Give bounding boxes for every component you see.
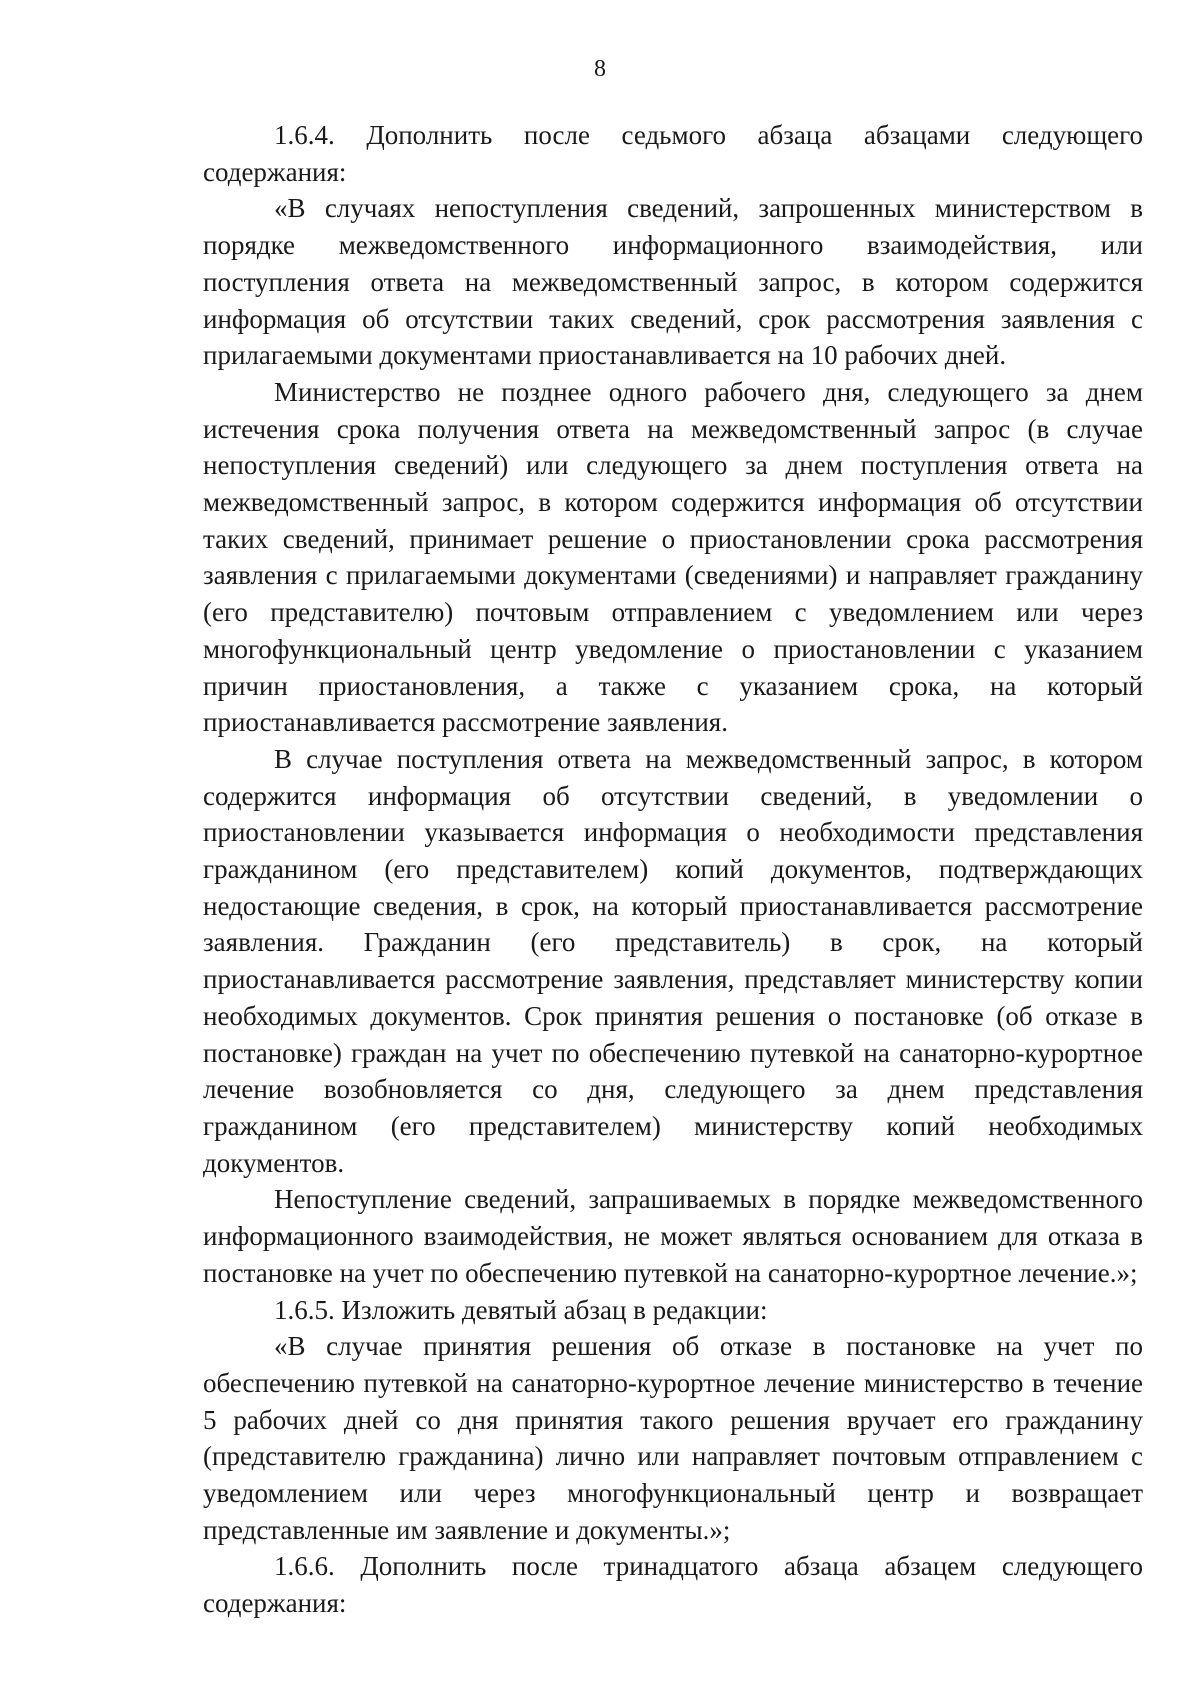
paragraph-suspension-cases: «В случаях непоступления сведений, запрошенных министерством в порядке межведомственного информационного взаимодействия, или поступления ответа на межведомственный запрос, в котором содержится информация об отсутствии таких сведений, срок рассмотрения заявления с прилагаемыми документами приостанавливается на 10 рабочих дней.	[203, 193, 1143, 371]
page-number: 8	[594, 56, 606, 82]
paragraph-1-6-4-heading: 1.6.4. Дополнить после седьмого абзаца абзацами следующего содержания:	[203, 120, 1143, 187]
paragraph-absent-information: В случае поступления ответа на межведомственный запрос, в котором содержится информация об отсутствии сведений, в уведомлении о приостановлении указывается информация о необходимости представления гражданином (его представителем) копий документов, подтверждающих недостающие сведения, в срок, на который приостанавливается рассмотрение заявления. Гражданин (его представитель) в срок, на который приостанавливается рассмотрение заявления, представляет министерству копии необходимых документов. Срок принятия решения о постановке (об отказе в постановке) граждан на учет по обеспечению путевкой на санаторно-курортное лечение возобновляется со дня, следующего за днем представления гражданином (его представителем) министерству копий необходимых документов.	[203, 743, 1143, 1178]
paragraph-1-6-5-heading: 1.6.5. Изложить девятый абзац в редакции:	[274, 1294, 768, 1325]
paragraph-non-receipt: Непоступление сведений, запрашиваемых в порядке межведомственного информационного взаимодействия, не может являться основанием для отказа в постановке на учет по обеспечению путевкой на санаторно-курортное лечение.»;	[203, 1184, 1143, 1288]
document-body	[203, 117, 1143, 1622]
paragraph-ministry-decision: Министерство не позднее одного рабочего дня, следующего за днем истечения срока получения ответа на межведомственный запрос (в случае непоступления сведений) или следующего за днем поступления ответа на межведомственный запрос, в котором содержится информация об отсутствии таких сведений, принимает решение о приостановлении срока рассмотрения заявления с прилагаемыми документами (сведениями) и направляет гражданину (его представителю) почтовым отправлением с уведомлением или через многофункциональный центр уведомление о приостановлении с указанием причин приостановления, а также с указанием срока, на который приостанавливается рассмотрение заявления.	[203, 376, 1143, 738]
paragraph-refusal-decision: «В случае принятия решения об отказе в постановке на учет по обеспечению путевкой на санаторно-курортное лечение министерство в течение 5 рабочих дней со дня принятия такого решения вручает его гражданину (представителю гражданина) лично или направляет почтовым отправлением с уведомлением или через многофункциональный центр и возвращает представленные им заявление и документы.»;	[203, 1331, 1143, 1545]
paragraph-1-6-6-heading: 1.6.6. Дополнить после тринадцатого абзаца абзацем следующего содержания:	[203, 1551, 1143, 1619]
